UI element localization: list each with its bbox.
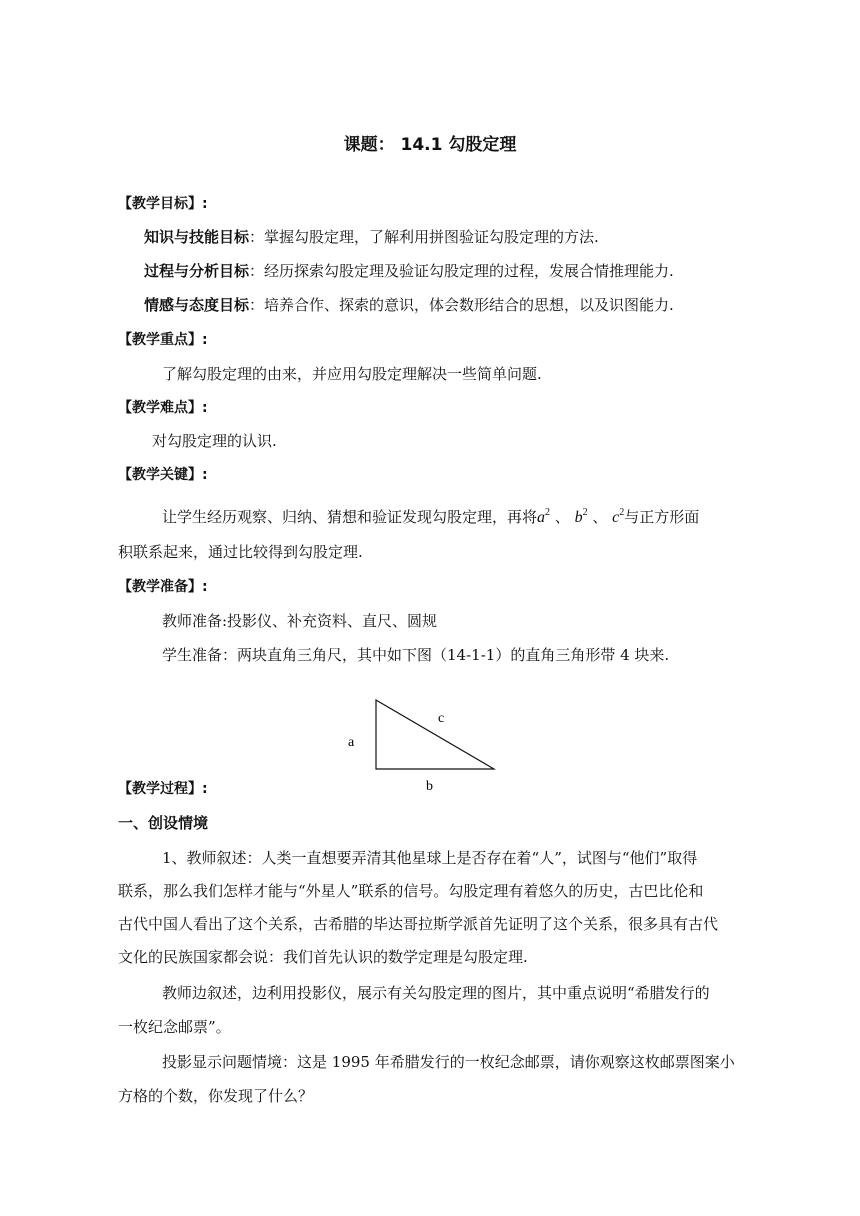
triangle-label-b: b bbox=[426, 779, 433, 794]
section1-p1-line2: 联系，那么我们怎样才能与“外星人”联系的信号。勾股定理有着悠久的历史，古巴比伦和 bbox=[118, 882, 704, 900]
difficulties-text: 对勾股定理的认识. bbox=[152, 432, 277, 450]
objective-process: 过程与分析目标：经历探索勾股定理及验证勾股定理的过程，发展合情推理能力. bbox=[144, 262, 674, 280]
key-points-text: 了解勾股定理的由来，并应用勾股定理解决一些简单问题. bbox=[162, 365, 542, 383]
triangle-label-a: a bbox=[348, 735, 355, 750]
objective-label: 过程与分析目标 bbox=[144, 262, 250, 280]
objective-text: 经历探索勾股定理及验证勾股定理的过程，发展合情推理能力. bbox=[264, 262, 674, 280]
page-title: 课题： 14.1 勾股定理 bbox=[343, 135, 517, 155]
objective-text: 培养合作、探索的意识，体会数形结合的思想，以及识图能力. bbox=[264, 296, 674, 314]
teacher-preparation: 教师准备:投影仪、补充资料、直尺、圆规 bbox=[162, 612, 438, 630]
triangle-label-c: c bbox=[438, 711, 445, 726]
section1-p2-line1: 教师边叙述，边利用投影仪，展示有关勾股定理的图片，其中重点说明“希腊发行的 bbox=[162, 984, 710, 1002]
section1-p3-line2: 方格的个数，你发现了什么？ bbox=[118, 1087, 314, 1105]
right-triangle-figure bbox=[330, 690, 520, 800]
preparation-heading: 【教学准备】: bbox=[118, 579, 208, 595]
section1-p2-line2: 一枚纪念邮票”。 bbox=[118, 1018, 231, 1036]
key-points-heading: 【教学重点】: bbox=[118, 332, 208, 348]
var-c: $c^2$ bbox=[612, 507, 625, 526]
objective-knowledge: 知识与技能目标：掌握勾股定理，了解利用拼图验证勾股定理的方法. bbox=[144, 228, 599, 246]
section1-p1-line4: 文化的民族国家都会说：我们首先认识的数学定理是勾股定理. bbox=[118, 948, 528, 966]
difficulties-heading: 【教学难点】: bbox=[118, 400, 208, 416]
key-text-line2: 积联系起来，通过比较得到勾股定理. bbox=[118, 543, 363, 561]
objective-label: 情感与态度目标 bbox=[144, 296, 250, 314]
var-a: $a^2$ bbox=[537, 507, 551, 526]
section1-p3-line1: 投影显示问题情境：这是 1995 年希腊发行的一枚纪念邮票，请你观察这枚邮票图案小 bbox=[162, 1053, 735, 1071]
section1-p1-line1: 1、教师叙述：人类一直想要弄清其他星球上是否存在着“人”，试图与“他们”取得 bbox=[162, 849, 698, 867]
key-heading: 【教学关键】: bbox=[118, 467, 208, 483]
process-heading: 【教学过程】: bbox=[118, 781, 208, 797]
objective-text: 掌握勾股定理，了解利用拼图验证勾股定理的方法. bbox=[264, 228, 599, 246]
student-preparation: 学生准备：两块直角三角尺，其中如下图（14-1-1）的直角三角形带 4 块来. bbox=[162, 646, 670, 664]
section1-p1-line3: 古代中国人看出了这个关系，古希腊的毕达哥拉斯学派首先证明了这个关系，很多具有古代 bbox=[118, 915, 719, 933]
key-text-line1: 让学生经历观察、归纳、猜想和验证发现勾股定理，再将$a^2$ 、 $b^2$ 、 $c^2$与正方形面 bbox=[162, 507, 700, 526]
objectives-heading: 【教学目标】: bbox=[118, 196, 208, 212]
objective-attitude: 情感与态度目标：培养合作、探索的意识，体会数形结合的思想，以及识图能力. bbox=[144, 296, 674, 314]
section1-heading: 一、创设情境 bbox=[118, 814, 209, 832]
objective-label: 知识与技能目标 bbox=[144, 228, 250, 246]
right-triangle bbox=[376, 700, 494, 769]
var-b: $b^2$ bbox=[574, 507, 588, 526]
